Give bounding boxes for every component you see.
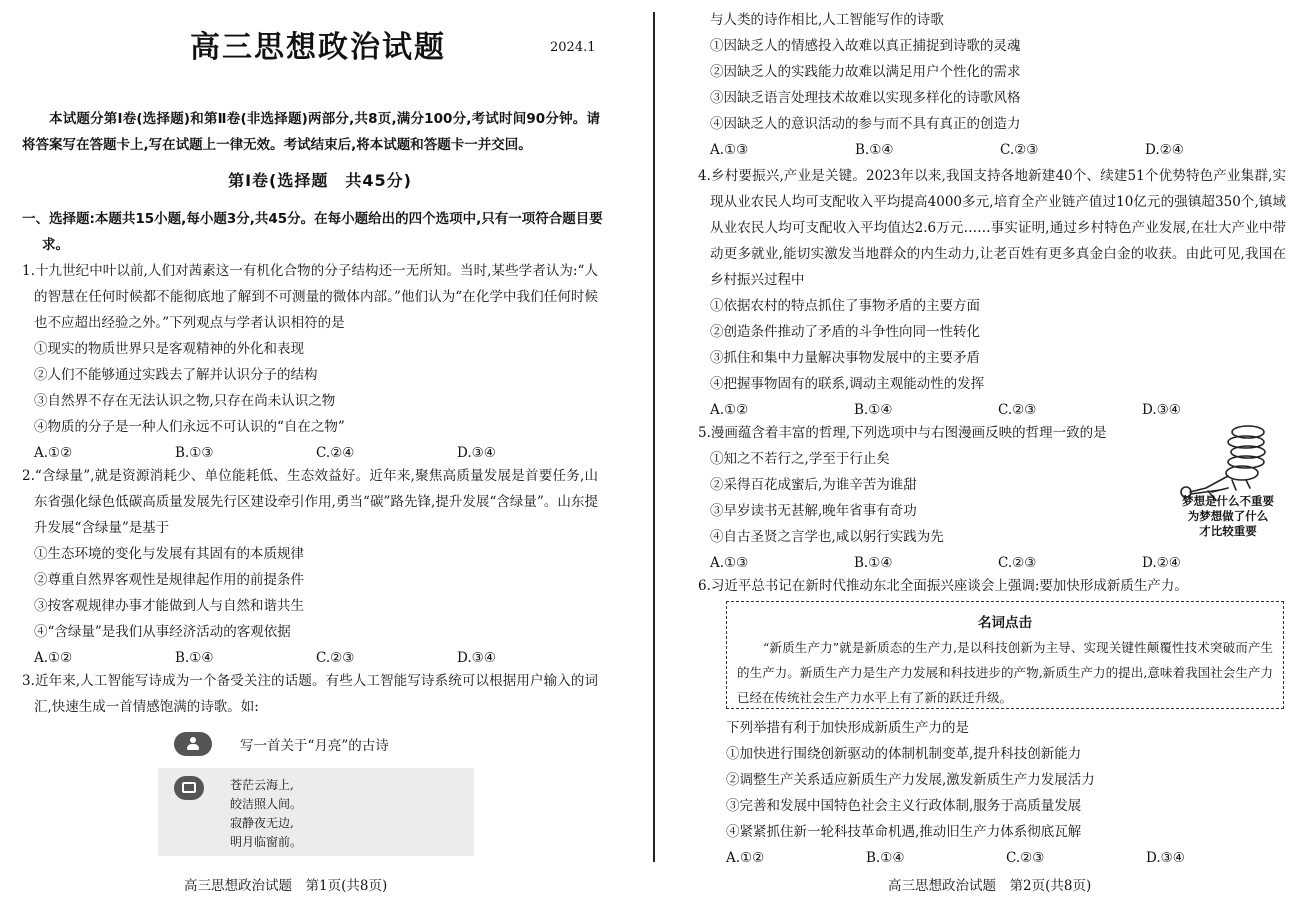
option-1: ①知之不若行之,学至于行止矣 [710, 451, 890, 467]
cartoon-caption [1168, 494, 1288, 539]
choice-d: D.③④ [1142, 402, 1181, 418]
user-avatar-icon [174, 732, 212, 756]
choice-d: D.②④ [1145, 142, 1184, 158]
option-2: ②创造条件推动了矛盾的斗争性向同一性转化 [710, 324, 980, 340]
ai-chat-example [158, 728, 474, 856]
question-stem: 4.乡村要振兴,产业是关键。2023年以来,我国支持各地新建40个、续建51个优势特色产业集群,实现从业农民人均可支配收入平均提高4000多元,培育全产业链产值过10亿元的强镇超350个,镇域从业农民人均可支配收入平均值达2.6万元……事实证明,通过乡村特色产业发展,在壮大产业中带动更多就业,能切实激发当地群众的内生动力,让老百姓有更多真金白金的收获。由此可见,我国在乡村振兴过程中 [698, 168, 1286, 288]
poem-line: 皎洁照人间。 [230, 797, 303, 811]
exam-title: 高三思想政治试题 [190, 30, 446, 65]
question-2 [22, 463, 598, 671]
choice-a: A.①③ [710, 142, 749, 158]
answer-choices [726, 845, 1286, 871]
choice-c: C.②④ [316, 445, 355, 461]
ai-poem [230, 776, 302, 852]
term-definition-box [726, 601, 1284, 709]
question-6 [698, 573, 1286, 599]
option-4: ④“含绿量”是我们从事经济活动的客观依据 [34, 624, 291, 640]
choice-d: D.③④ [1146, 850, 1185, 866]
ai-response [158, 768, 474, 856]
term-body: “新质生产力”就是新质态的生产力,是以科技创新为主导、实现关键性颠覆性技术突破而产生的生产力。新质生产力是生产力发展和科技进步的产物,新质生产力的提出,意味着我国社会生产力已经在传统社会生产力水平上有了新的跃迁升级。 [737, 640, 1273, 705]
page-footer: 高三思想政治试题 第1页(共8页) [184, 878, 388, 894]
option-3: ③按客观规律办事才能做到人与自然和谐共生 [34, 598, 304, 614]
question-stem: 3.近年来,人工智能写诗成为一个备受关注的话题。有些人工智能写诗系统可以根据用户输入的词汇,快速生成一首情感饱满的诗歌。如: [22, 673, 598, 715]
option-2: ②人们不能够通过实践去了解并认识分子的结构 [34, 367, 318, 383]
choice-d: D.②④ [1142, 555, 1181, 571]
question-stem: 1.十九世纪中叶以前,人们对茜素这一有机化合物的分子结构还一无所知。当时,某些学者认为:“人的智慧在任何时候都不能彻底地了解到不可测量的微体内部。”他们认为“在化学中我们任何时候也不应超出经验之外。”下列观点与学者认识相符的是 [22, 263, 598, 331]
option-3: ③早岁读书无甚解,晚年省事有奇功 [710, 503, 917, 519]
choice-a: A.①③ [710, 555, 749, 571]
choice-b: B.①③ [175, 445, 214, 461]
option-4: ④自古圣贤之言学也,咸以躬行实践为先 [710, 529, 944, 545]
choice-c: C.②③ [998, 402, 1037, 418]
option-1: ①加快进行围绕创新驱动的体制机制变革,提升科技创新能力 [726, 746, 1082, 762]
option-1: ①生态环境的变化与发展有其固有的本质规律 [34, 546, 304, 562]
section-heading: 第Ⅰ卷(选择题 共45分) [228, 171, 412, 190]
choice-b: B.①④ [175, 650, 214, 666]
option-2: ②尊重自然界客观性是规律起作用的前提条件 [34, 572, 304, 588]
option-4: ④因缺乏人的意识活动的参与而不具有真正的创造力 [710, 116, 1021, 132]
question-prompt: 下列举措有利于加快形成新质生产力的是 [726, 720, 969, 736]
option-1: ①现实的物质世界只是客观精神的外化和表现 [34, 341, 304, 357]
choice-b: B.①④ [854, 402, 893, 418]
option-1: ①依据农村的特点抓住了事物矛盾的主要方面 [710, 298, 980, 314]
option-3: ③因缺乏语言处理技术故难以实现多样化的诗歌风格 [710, 90, 1021, 106]
option-3: ③抓住和集中力量解决事物发展中的主要矛盾 [710, 350, 980, 366]
choice-a: A.①② [710, 402, 749, 418]
poem-line: 苍茫云海上, [230, 778, 294, 792]
choice-c: C.②③ [316, 650, 355, 666]
option-4: ④把握事物固有的联系,调动主观能动性的发挥 [710, 376, 985, 392]
poem-line: 寂静夜无边, [230, 816, 294, 830]
choice-a: A.①② [726, 850, 765, 866]
choice-d: D.③④ [457, 445, 496, 461]
choice-b: B.①④ [855, 142, 894, 158]
choice-a: A.①② [34, 650, 73, 666]
term-title: 名词点击 [978, 615, 1032, 631]
caption-line: 才比较重要 [1199, 524, 1257, 538]
choice-c: C.②③ [1006, 850, 1045, 866]
poem-line: 明月临窗前。 [230, 835, 303, 849]
robot-icon [174, 776, 204, 800]
choice-b: B.①④ [866, 850, 905, 866]
user-message [158, 728, 474, 760]
caption-line: 为梦想做了什么 [1187, 509, 1269, 523]
page-footer: 高三思想政治试题 第2页(共8页) [888, 878, 1092, 894]
answer-choices [710, 137, 1290, 163]
question-stem: 与人类的诗作相比,人工智能写作的诗歌 [710, 12, 944, 28]
option-2: ②采得百花成蜜后,为谁辛苦为谁甜 [710, 477, 917, 493]
choice-b: B.①④ [854, 555, 893, 571]
option-4: ④紧紧抓住新一轮科技革命机遇,推动旧生产力体系彻底瓦解 [726, 824, 1082, 840]
user-prompt: 写一首关于“月亮”的古诗 [240, 738, 389, 754]
option-2: ②因缺乏人的实践能力故难以满足用户个性化的需求 [710, 64, 1021, 80]
choice-c: C.②③ [1000, 142, 1039, 158]
choice-d: D.③④ [457, 650, 496, 666]
exam-intro: 本试题分第Ⅰ卷(选择题)和第Ⅱ卷(非选择题)两部分,共8页,满分100分,考试时间90分钟。请将答案写在答题卡上,写在试题上一律无效。考试结束后,将本试题和答题卡一并交回。 [22, 111, 600, 153]
question-4 [698, 163, 1286, 423]
page-divider [653, 12, 655, 862]
question-stem: 5.漫画蕴含着丰富的哲理,下列选项中与右图漫画反映的哲理一致的是 [698, 425, 1107, 441]
question-stem: 6.习近平总书记在新时代推动东北全面振兴座谈会上强调:要加快形成新质生产力。 [698, 578, 1188, 594]
question-3-continued [710, 7, 1290, 163]
question-6-options [726, 715, 1286, 871]
choice-c: C.②③ [998, 555, 1037, 571]
exam-date: 2024.1 [550, 40, 596, 55]
question-1 [22, 258, 598, 466]
option-3: ③完善和发展中国特色社会主义行政体制,服务于高质量发展 [726, 798, 1082, 814]
option-2: ②调整生产关系适应新质生产力发展,激发新质生产力发展活力 [726, 772, 1095, 788]
choice-a: A.①② [34, 445, 73, 461]
option-1: ①因缺乏人的情感投入故难以真正捕捉到诗歌的灵魂 [710, 38, 1021, 54]
option-4: ④物质的分子是一种人们永远不可认识的“自在之物” [34, 419, 345, 435]
section-instructions: 一、选择题:本题共15小题,每小题3分,共45分。在每小题给出的四个选项中,只有一项符合题目要求。 [22, 211, 603, 253]
caption-line: 梦想是什么不重要 [1182, 494, 1274, 508]
question-3 [22, 668, 598, 720]
option-3: ③自然界不存在无法认识之物,只存在尚未认识之物 [34, 393, 336, 409]
question-stem: 2.“含绿量”,就是资源消耗少、单位能耗低、生态效益好。近年来,聚焦高质量发展是首要任务,山东省强化绿色低碳高质量发展先行区建设牵引作用,勇当“碳”路先锋,提升发展“含绿量”。山东提升发展“含绿量”是基于 [22, 468, 598, 536]
